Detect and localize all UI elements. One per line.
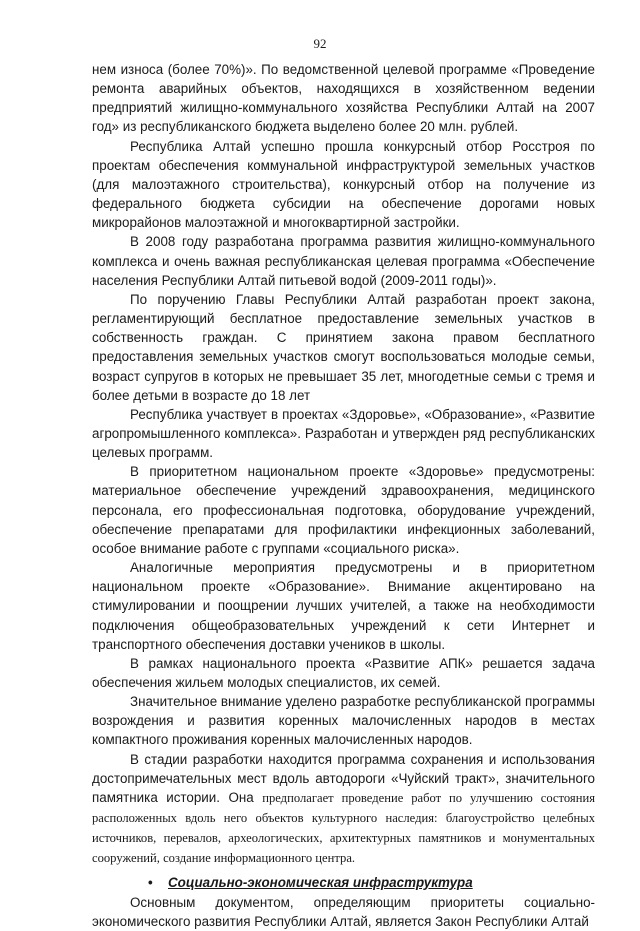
paragraph-10-serif: предполагает проведение работ по улучшению состояния расположенных вдоль него объектов культурного наследия: благоустройство целебных источников, перевалов, археологических, архитектурных памятников и монументальных сооружений, создание информационного центра. [92, 790, 595, 866]
section-heading [92, 873, 595, 893]
paragraph-9: Значительное внимание уделено разработке республиканской программы возрождения и развития коренных малочисленных народов в местах компактного проживания коренных малочисленных народов. [92, 694, 595, 748]
page-body [92, 60, 595, 931]
paragraph-10-sans: В стадии разработки находится программа сохранения и использования достопримечательных мест вдоль автодороги «Чуйский тракт», значительного памятника истории. Она [92, 751, 595, 805]
paragraph-5: Республика участвует в проектах «Здоровье», «Образование», «Развитие агропромышленного комплекса». Разработан и утвержден ряд республиканских целевых программ. [92, 406, 595, 461]
paragraph-6: В приоритетном национальном проекте «Здоровье» предусмотрены: материальное обеспечение учреждений здравоохранения, медицинского персонала, его профессиональная подготовка, оборудование учреждений, обеспечение препаратами для профилактики инфекционных заболеваний, особое внимание работе с группами «социального риска». [92, 464, 595, 556]
section-heading-text: Социально-экономическая инфраструктура [168, 874, 473, 890]
paragraph-2: Республика Алтай успешно прошла конкурсный отбор Росстроя по проектам обеспечения коммунальной инфраструктурой земельных участков (для малоэтажного строительства), конкурсный отбор на получение из федерального бюджета субсидии на обеспечение дорогами новых микрорайонов малоэтажной и многоквартирной застройки. [92, 138, 595, 231]
bullet-icon: • [148, 874, 153, 890]
paragraph-10 [92, 750, 595, 869]
paragraph-4: По поручению Главы Республики Алтай разработан проект закона, регламентирующий бесплатное предоставление земельных участков в собственность граждан. С принятием закона правом бесплатного предоставления земельных участков смогут воспользоваться молодые семьи, возраст супругов в которых не превышает 35 лет, многодетные семьи с тремя и более детьми в возрасте до 18 лет [92, 291, 595, 403]
paragraph-8: В рамках национального проекта «Развитие АПК» решается задача обеспечения жильем молодых специалистов, их семей. [92, 655, 595, 690]
paragraph-7: Аналогичные мероприятия предусмотрены и в приоритетном национальном проекте «Образование». Внимание акцентировано на стимулировании и поощрении лучших учителей, а также на необходимости подключения общеобразовательных учреждений к сети Интернет и транспортного обеспечения доставки учеников в школы. [92, 560, 595, 652]
paragraph-3: В 2008 году разработана программа развития жилищно-коммунального комплекса и очень важная республиканская целевая программа «Обеспечение населения Республики Алтай питьевой водой (2009-2011 годы)». [92, 234, 595, 288]
page-number: 92 [313, 36, 327, 51]
paragraph-1: нем износа (более 70%)». По ведомственной целевой программе «Проведение ремонта аварийных объектов, находящихся в хозяйственном ведении предприятий жилищно-коммунального хозяйства Республики Алтай на 2007 год» из республиканского бюджета выделено более 20 млн. рублей. [92, 62, 595, 135]
paragraph-11: Основным документом, определяющим приоритеты социально-экономического развития Республики Алтай, является Закон Республики Алтай [92, 894, 595, 929]
